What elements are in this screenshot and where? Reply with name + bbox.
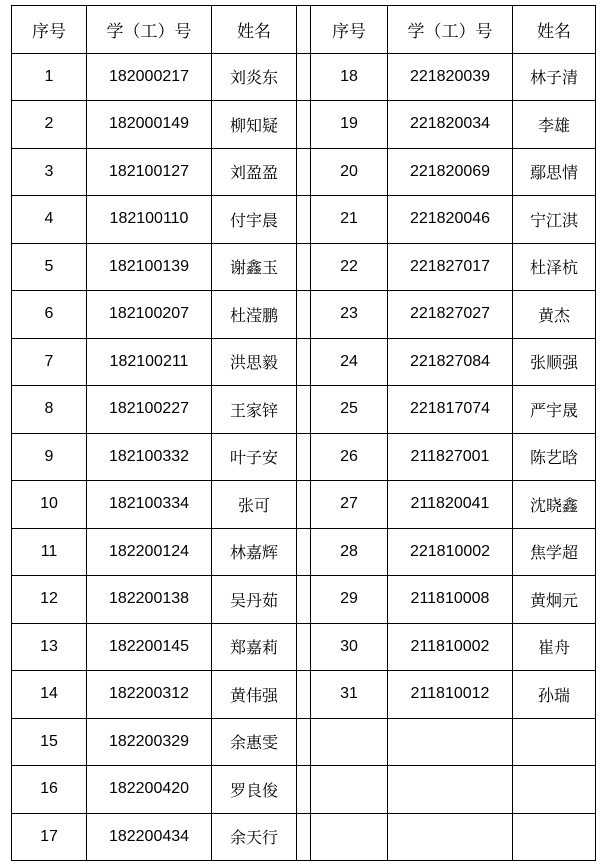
header-name-left: 姓名 <box>212 6 297 54</box>
column-gap <box>297 196 311 244</box>
header-seq-right: 序号 <box>311 6 388 54</box>
column-gap <box>297 6 311 54</box>
student-id-cell: 182100332 <box>87 433 212 481</box>
seq-cell: 16 <box>12 766 87 814</box>
column-gap <box>297 671 311 719</box>
column-gap <box>297 101 311 149</box>
table-row <box>12 148 596 196</box>
seq-cell: 26 <box>311 433 388 481</box>
student-id-cell: 211810008 <box>388 576 513 624</box>
seq-cell: 20 <box>311 148 388 196</box>
header-name-right: 姓名 <box>513 6 596 54</box>
student-id-cell <box>388 813 513 861</box>
student-name-cell: 焦学超 <box>513 528 596 576</box>
seq-cell: 18 <box>311 53 388 101</box>
student-name-cell: 严宇晟 <box>513 386 596 434</box>
seq-cell: 29 <box>311 576 388 624</box>
seq-cell: 6 <box>12 291 87 339</box>
header-row <box>12 6 596 54</box>
table-row <box>12 433 596 481</box>
student-name-cell: 崔舟 <box>513 623 596 671</box>
student-name-cell: 陈艺晗 <box>513 433 596 481</box>
seq-cell: 3 <box>12 148 87 196</box>
seq-cell: 12 <box>12 576 87 624</box>
student-id-cell: 211810002 <box>388 623 513 671</box>
student-name-cell: 李雄 <box>513 101 596 149</box>
table-row <box>12 576 596 624</box>
seq-cell <box>311 766 388 814</box>
seq-cell: 17 <box>12 813 87 861</box>
student-name-cell: 柳知疑 <box>212 101 297 149</box>
student-id-cell: 182200420 <box>87 766 212 814</box>
student-id-cell: 221820069 <box>388 148 513 196</box>
column-gap <box>297 291 311 339</box>
column-gap <box>297 148 311 196</box>
seq-cell: 25 <box>311 386 388 434</box>
column-gap <box>297 338 311 386</box>
student-id-cell: 221820034 <box>388 101 513 149</box>
student-roster-table <box>11 5 596 861</box>
student-name-cell: 黄炯元 <box>513 576 596 624</box>
seq-cell: 7 <box>12 338 87 386</box>
student-name-cell <box>513 766 596 814</box>
seq-cell: 31 <box>311 671 388 719</box>
seq-cell: 23 <box>311 291 388 339</box>
student-id-cell: 221820039 <box>388 53 513 101</box>
table-row <box>12 766 596 814</box>
seq-cell: 19 <box>311 101 388 149</box>
table-row <box>12 671 596 719</box>
student-name-cell: 杜泽杭 <box>513 243 596 291</box>
seq-cell: 2 <box>12 101 87 149</box>
student-id-cell: 182000217 <box>87 53 212 101</box>
seq-cell: 30 <box>311 623 388 671</box>
student-name-cell: 洪思毅 <box>212 338 297 386</box>
student-name-cell: 张顺强 <box>513 338 596 386</box>
column-gap <box>297 243 311 291</box>
student-id-cell: 182200124 <box>87 528 212 576</box>
student-name-cell: 王家锌 <box>212 386 297 434</box>
student-name-cell: 沈晓鑫 <box>513 481 596 529</box>
student-id-cell: 182200312 <box>87 671 212 719</box>
student-id-cell: 182000149 <box>87 101 212 149</box>
table-row <box>12 386 596 434</box>
column-gap <box>297 53 311 101</box>
column-gap <box>297 528 311 576</box>
seq-cell: 8 <box>12 386 87 434</box>
student-id-cell <box>388 766 513 814</box>
seq-cell: 5 <box>12 243 87 291</box>
student-name-cell: 宁江淇 <box>513 196 596 244</box>
header-id-right: 学（工）号 <box>388 6 513 54</box>
seq-cell: 13 <box>12 623 87 671</box>
student-name-cell: 黄杰 <box>513 291 596 339</box>
student-name-cell: 张可 <box>212 481 297 529</box>
table-row <box>12 291 596 339</box>
column-gap <box>297 813 311 861</box>
table-row <box>12 813 596 861</box>
student-id-cell: 182200434 <box>87 813 212 861</box>
student-name-cell: 刘盈盈 <box>212 148 297 196</box>
column-gap <box>297 766 311 814</box>
student-id-cell: 182200138 <box>87 576 212 624</box>
student-name-cell: 余惠雯 <box>212 718 297 766</box>
seq-cell: 11 <box>12 528 87 576</box>
student-name-cell: 孙瑞 <box>513 671 596 719</box>
table-row <box>12 718 596 766</box>
column-gap <box>297 576 311 624</box>
seq-cell <box>311 813 388 861</box>
column-gap <box>297 718 311 766</box>
student-name-cell: 林嘉辉 <box>212 528 297 576</box>
table-row <box>12 528 596 576</box>
table-row <box>12 481 596 529</box>
student-name-cell: 杜滢鹏 <box>212 291 297 339</box>
seq-cell: 24 <box>311 338 388 386</box>
student-id-cell: 221827084 <box>388 338 513 386</box>
student-name-cell: 付宇晨 <box>212 196 297 244</box>
column-gap <box>297 623 311 671</box>
student-name-cell: 谢鑫玉 <box>212 243 297 291</box>
student-id-cell: 182100139 <box>87 243 212 291</box>
header-seq-left: 序号 <box>12 6 87 54</box>
seq-cell: 10 <box>12 481 87 529</box>
student-id-cell <box>388 718 513 766</box>
seq-cell: 9 <box>12 433 87 481</box>
seq-cell <box>311 718 388 766</box>
student-name-cell <box>513 718 596 766</box>
student-id-cell: 211810012 <box>388 671 513 719</box>
seq-cell: 14 <box>12 671 87 719</box>
header-id-left: 学（工）号 <box>87 6 212 54</box>
student-name-cell: 吴丹茹 <box>212 576 297 624</box>
student-id-cell: 221827017 <box>388 243 513 291</box>
student-id-cell: 182100127 <box>87 148 212 196</box>
student-id-cell: 221820046 <box>388 196 513 244</box>
student-name-cell: 罗良俊 <box>212 766 297 814</box>
column-gap <box>297 433 311 481</box>
student-name-cell: 余天行 <box>212 813 297 861</box>
student-id-cell: 221810002 <box>388 528 513 576</box>
student-id-cell: 221827027 <box>388 291 513 339</box>
student-name-cell: 叶子安 <box>212 433 297 481</box>
table-row <box>12 338 596 386</box>
table-row <box>12 101 596 149</box>
seq-cell: 22 <box>311 243 388 291</box>
table-row <box>12 623 596 671</box>
seq-cell: 15 <box>12 718 87 766</box>
seq-cell: 1 <box>12 53 87 101</box>
student-name-cell: 鄢思情 <box>513 148 596 196</box>
student-id-cell: 182100227 <box>87 386 212 434</box>
student-id-cell: 182100211 <box>87 338 212 386</box>
student-id-cell: 182100110 <box>87 196 212 244</box>
seq-cell: 27 <box>311 481 388 529</box>
table-row <box>12 243 596 291</box>
student-name-cell: 黄伟强 <box>212 671 297 719</box>
student-name-cell <box>513 813 596 861</box>
student-name-cell: 郑嘉莉 <box>212 623 297 671</box>
student-id-cell: 182100334 <box>87 481 212 529</box>
student-name-cell: 刘炎东 <box>212 53 297 101</box>
student-id-cell: 182200329 <box>87 718 212 766</box>
student-id-cell: 182100207 <box>87 291 212 339</box>
seq-cell: 28 <box>311 528 388 576</box>
student-id-cell: 211820041 <box>388 481 513 529</box>
seq-cell: 21 <box>311 196 388 244</box>
seq-cell: 4 <box>12 196 87 244</box>
column-gap <box>297 481 311 529</box>
column-gap <box>297 386 311 434</box>
table-row <box>12 53 596 101</box>
student-id-cell: 211827001 <box>388 433 513 481</box>
student-name-cell: 林子清 <box>513 53 596 101</box>
student-id-cell: 182200145 <box>87 623 212 671</box>
table-row <box>12 196 596 244</box>
student-id-cell: 221817074 <box>388 386 513 434</box>
